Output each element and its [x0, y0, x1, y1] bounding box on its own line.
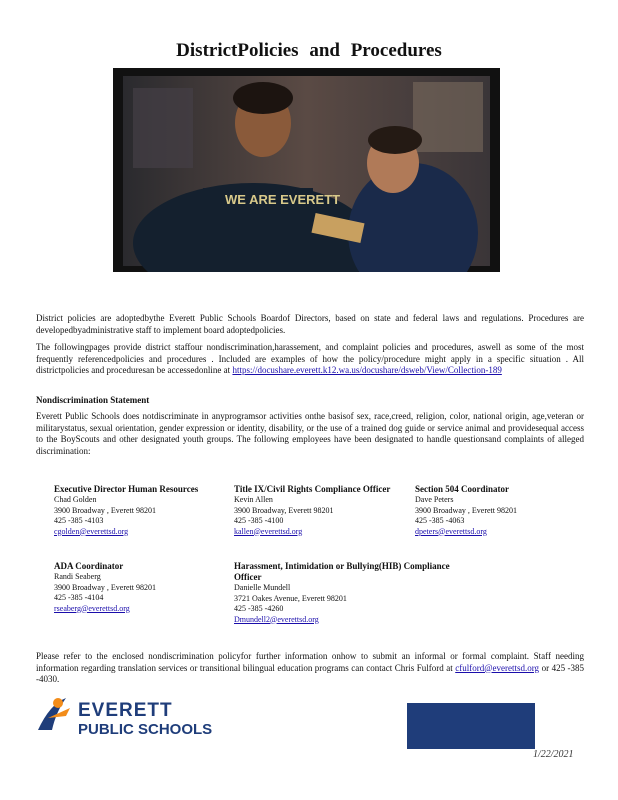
contact-email-link[interactable]: cgolden@everettsd.org: [54, 526, 129, 536]
contact-email-link[interactable]: Dmundell2@everettsd.org: [234, 614, 319, 624]
contact-ada: [54, 561, 204, 614]
classroom-photo-illustration: [113, 68, 500, 272]
blue-block: [407, 703, 535, 749]
logo-line-2: PUBLIC SCHOOLS: [78, 721, 213, 738]
contact-address: 3900 Broadway , Everett 98201: [54, 505, 156, 515]
contact-name: Kevin Allen: [234, 495, 273, 504]
contact-address: 3721 Oakes Avenue, Everett 98201: [234, 593, 347, 603]
contact-hib: [234, 561, 474, 625]
contact-email-link[interactable]: rseaberg@everettsd.org: [54, 603, 130, 613]
contact-title: Section 504 Coordinator: [415, 484, 509, 494]
contact-phone: 425 -385 -4063: [415, 516, 465, 525]
contact-title: Executive Director Human Resources: [54, 484, 199, 494]
closing-or: or: [541, 662, 550, 673]
cover-photo: [113, 68, 500, 272]
document-date: 1/22/2021: [533, 749, 574, 760]
contact-email-link[interactable]: kallen@everettsd.org: [234, 526, 303, 536]
contact-section-504: [415, 484, 565, 537]
contact-address: 3900 Broadway, Everett 98201: [234, 505, 334, 515]
contact-email-link[interactable]: dpeters@everettsd.org: [415, 526, 487, 536]
closing-paragraph: [36, 651, 584, 686]
shirt-text: WE ARE EVERETT: [225, 192, 341, 207]
contact-hr-director: [54, 484, 204, 537]
contact-phone: 425 -385 -4103: [54, 516, 104, 525]
logo-line-1: EVERETT: [78, 700, 173, 721]
contact-address: 3900 Broadway , Everett 98201: [415, 505, 517, 515]
page-title: DistrictPolicies and Procedures: [176, 40, 442, 61]
contact-title: ADA Coordinator: [54, 561, 124, 571]
intro-paragraph-2: [36, 342, 584, 377]
contact-title: Harassment, Intimidation or Bullying(HIB) Compliance Officer: [234, 561, 450, 582]
docushare-link[interactable]: https://docushare.everett.k12.wa.us/docushare/dsweb/View/Collection-189: [232, 365, 502, 375]
fulford-email-link[interactable]: cfulford@everettsd.org: [455, 662, 540, 673]
nondiscrimination-text: Everett Public Schools does notdiscriminate in anyprogramsor activities onthe basisof sex, race,creed, religion, color, national origin, age,veteran or militarystatus, sexual orientation, gender expression or identity, disability, or the use of a trained dog guide or service animal and providesequal access to the BoyScouts and other designated youth groups. The following employees have been designated to handle questionsand complaints of alleged discrimination:: [36, 411, 584, 456]
intro-paragraph-1: District policies are adoptedbythe Everett Public Schools Boardof Directors, based on state and federal laws and regulations. Procedures are developedbyadministrative staff to implement board adoptedpolicies.: [36, 313, 584, 335]
contact-phone: 425 -385 -4100: [234, 516, 284, 525]
logo-figure-icon: [32, 694, 242, 740]
contact-address: 3900 Broadway , Everett 98201: [54, 582, 156, 592]
everett-logo: [32, 694, 242, 740]
closing-phone: 425 -385 -4030.: [36, 662, 585, 684]
contact-name: Chad Golden: [54, 495, 97, 504]
contact-phone: 425 -385 -4104: [54, 593, 104, 602]
intro-paragraph-2-text: The followingpages provide district staffour nondiscrimination,harassement, and complaint policies and procedures, aswell as some of the most frequently referencedpolicies and procedures . Included are examples of how the policy/procedure might apply in a specific situation . All districtpolicies and proceduresan be accessedonline at: [36, 342, 584, 375]
contact-name: Dave Peters: [415, 495, 454, 504]
contact-title-ix: [234, 484, 394, 537]
closing-text: Please refer to the enclosed nondiscrimination policyfor further information onhow to submit an informal or formal complaint. Staff needing information regarding translation services or transitional bilingual education programs can contact Chris Fulford at: [36, 651, 584, 673]
contact-phone: 425 -385 -4260: [234, 604, 284, 613]
nondiscrimination-heading: Nondiscrimination Statement: [36, 395, 150, 405]
contact-name: Randi Seaberg: [54, 572, 101, 581]
contact-name: Danielle Mundell: [234, 583, 291, 592]
contact-title: Title IX/Civil Rights Compliance Officer: [234, 484, 391, 494]
